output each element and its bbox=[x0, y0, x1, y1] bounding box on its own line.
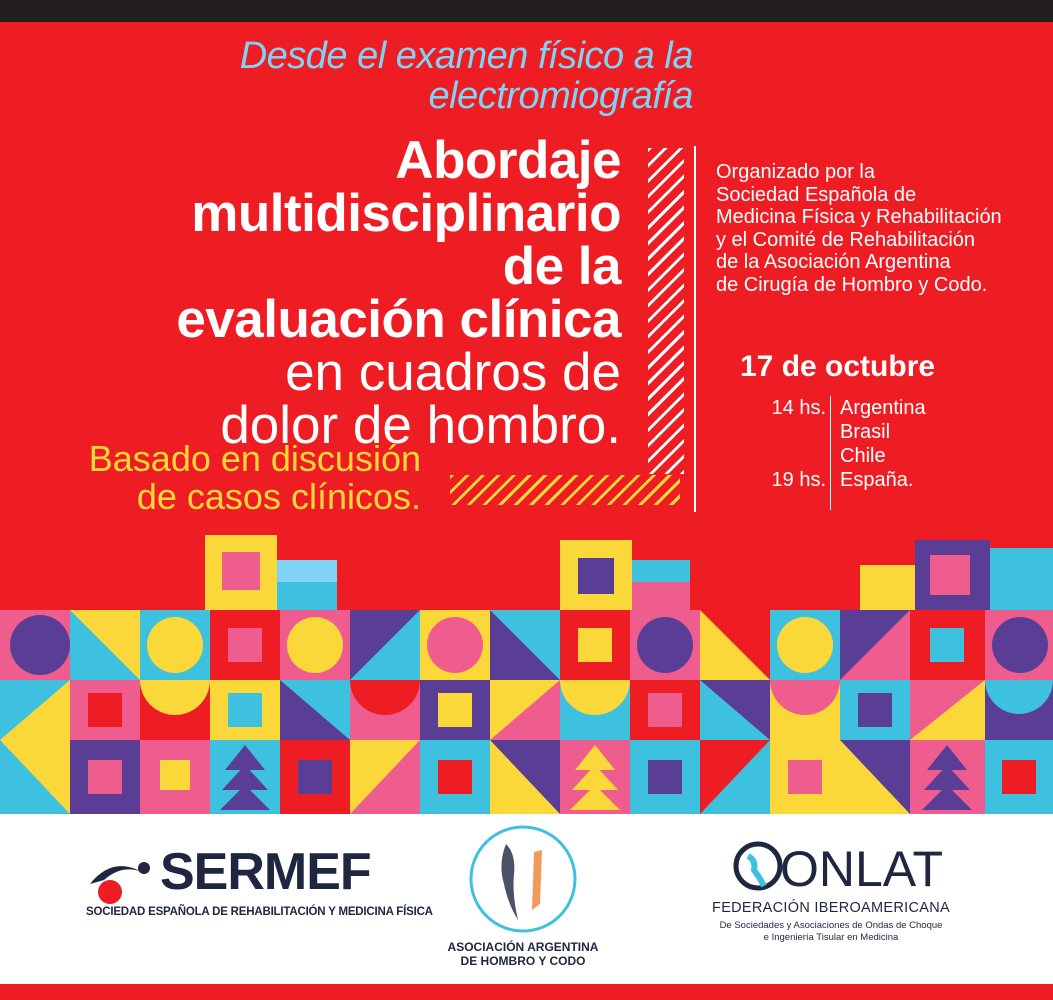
divider-line bbox=[694, 146, 696, 512]
onlat-globe-icon bbox=[734, 838, 943, 898]
organizer-line: Medicina Física y Rehabilitación bbox=[716, 206, 1002, 228]
time-label bbox=[720, 420, 826, 444]
time-label: 19 hs. bbox=[771, 469, 826, 491]
event-times bbox=[720, 396, 826, 492]
place-label: Argentina bbox=[840, 397, 926, 419]
organizer-line: Organizado por la bbox=[716, 161, 875, 183]
subtitle bbox=[93, 36, 693, 116]
subtitle-line: electromiografía bbox=[428, 75, 693, 117]
event-places bbox=[840, 396, 926, 492]
place-label: Chile bbox=[840, 445, 886, 467]
subtitle-line: Desde el examen físico a la bbox=[239, 35, 693, 77]
page-title bbox=[1, 131, 621, 455]
onlat-subtitle bbox=[695, 920, 967, 944]
title-line: Abordaje bbox=[395, 131, 621, 190]
onlat-subtitle-line: De Sociedades y Asociaciones de Ondas de Choque bbox=[719, 920, 943, 931]
organizer-line: de Cirugía de Hombro y Codo. bbox=[716, 273, 988, 296]
title-line: de la bbox=[502, 237, 621, 296]
geometric-pattern bbox=[0, 530, 1053, 814]
bottom-bar bbox=[0, 984, 1053, 1000]
organizer-line: de la Asociación Argentina bbox=[716, 251, 951, 273]
aahc-name-line: DE HOMBRO Y CODO bbox=[460, 954, 586, 968]
aahc-name-line: ASOCIACIÓN ARGENTINA bbox=[447, 940, 599, 954]
top-bar bbox=[0, 0, 1053, 22]
title-line: multidisciplinario bbox=[191, 184, 621, 243]
time-label bbox=[720, 444, 826, 468]
organizer-line: Sociedad Española de bbox=[716, 183, 917, 206]
title-line: en cuadros de bbox=[285, 343, 621, 402]
title-line: evaluación clínica bbox=[176, 290, 621, 349]
onlat-wordmark: ONLAT bbox=[780, 841, 943, 897]
yellow-hatch-decoration bbox=[450, 475, 680, 505]
sermef-name: SERMEF bbox=[160, 843, 371, 901]
based-on-line: de casos clínicos. bbox=[136, 476, 421, 517]
based-on-line: Basado en discusión bbox=[88, 438, 421, 479]
schedule-divider bbox=[830, 396, 831, 510]
title-line: dolor de hombro. bbox=[220, 396, 621, 455]
aahc-shoulder-logo-icon bbox=[468, 824, 578, 934]
based-on-text bbox=[1, 440, 421, 516]
organizer-text bbox=[716, 161, 1036, 296]
place-label: Brasil bbox=[840, 421, 891, 443]
place-label: España. bbox=[840, 469, 914, 491]
onlat-name: FEDERACIÓN IBEROAMERICANA bbox=[712, 900, 950, 916]
sermef-subtitle: SOCIEDAD ESPAÑOLA DE REHABILITACIÓN Y MEDICINA FÍSICA bbox=[86, 906, 433, 918]
organizer-line: y el Comité de Rehabilitación bbox=[716, 228, 976, 251]
aahc-name bbox=[430, 940, 616, 968]
sermef-logo-icon bbox=[82, 854, 172, 910]
event-date: 17 de octubre bbox=[740, 350, 936, 383]
onlat-subtitle-line: e Ingeniería Tisular en Medicina bbox=[763, 932, 899, 943]
white-hatch-decoration bbox=[648, 148, 684, 474]
time-label: 14 hs. bbox=[771, 397, 826, 419]
